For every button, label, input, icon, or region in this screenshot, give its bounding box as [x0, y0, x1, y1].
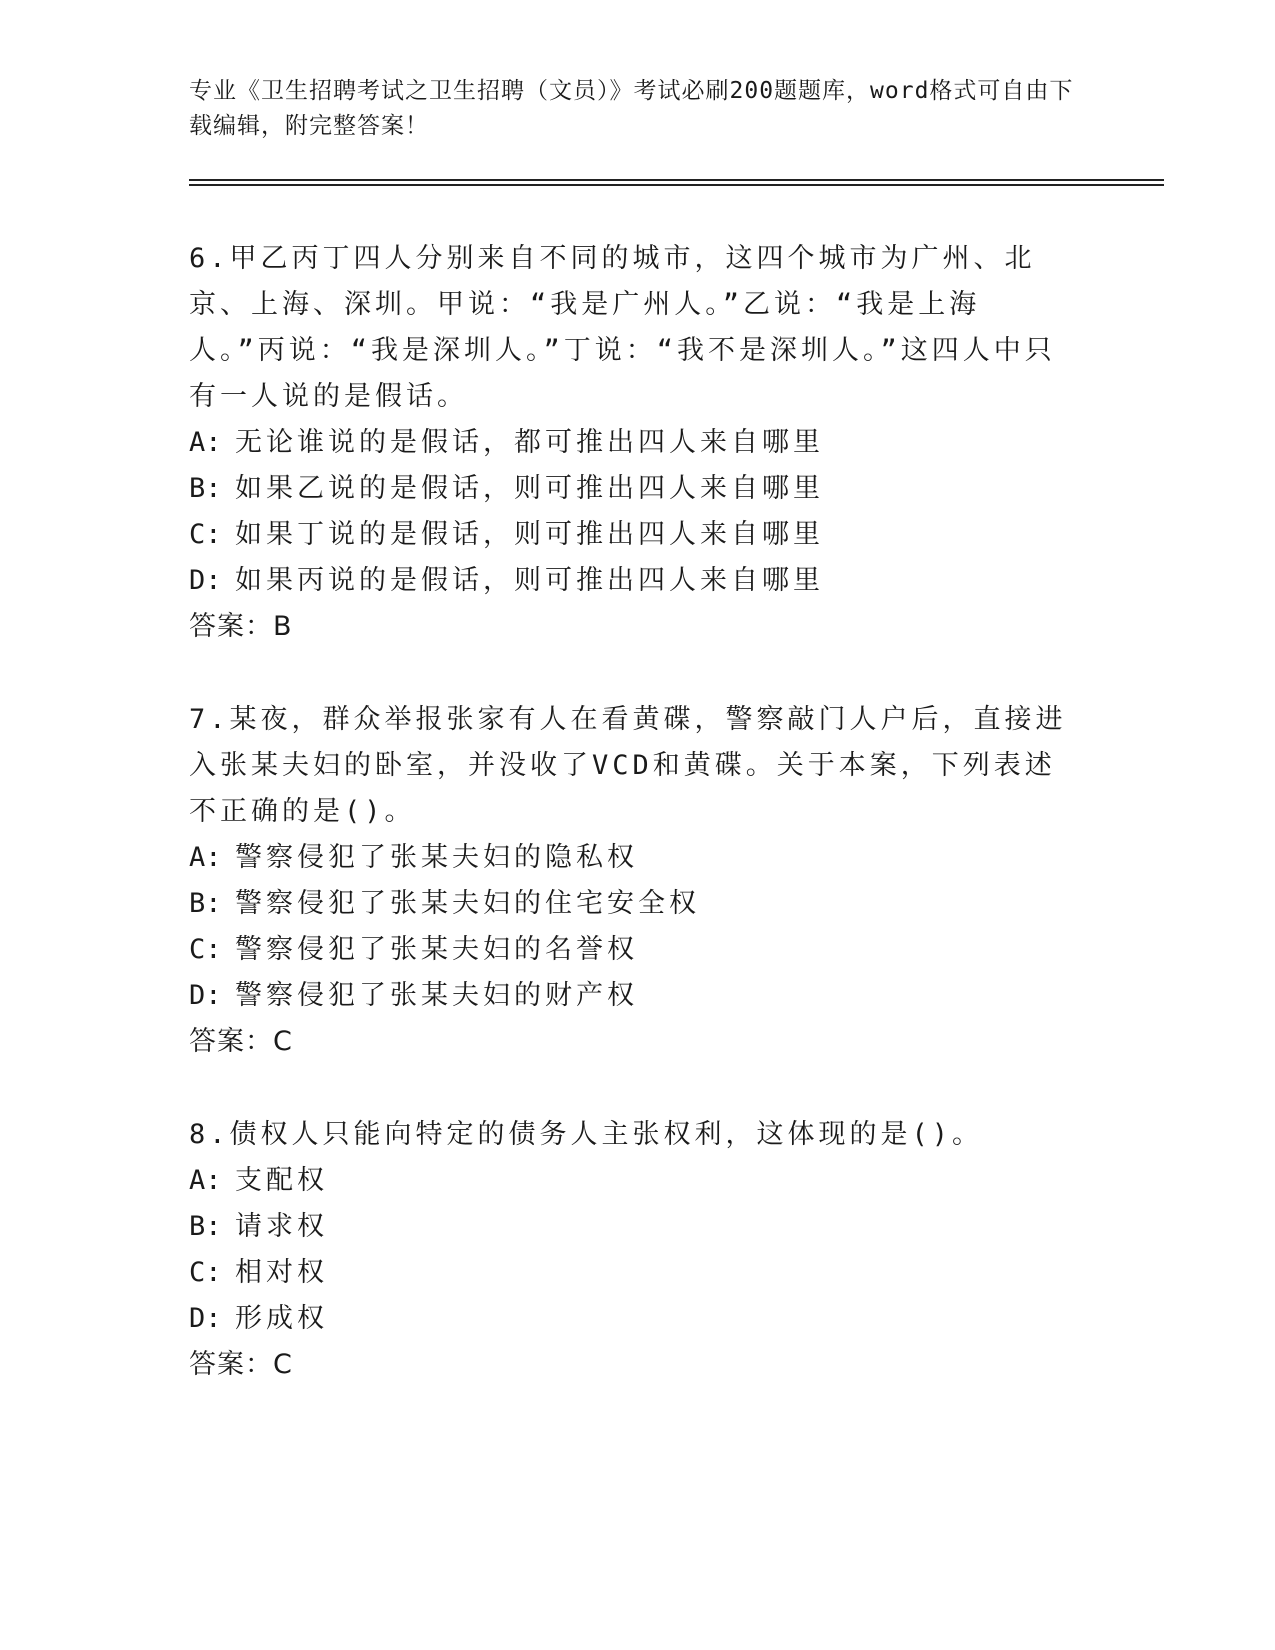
option-text: 警察侵犯了张某夫妇的住宅安全权 [235, 888, 700, 919]
option-b [189, 881, 1069, 927]
answer-line: 答案：C [189, 1026, 293, 1057]
question-stem: 7.某夜，群众举报张家有人在看黄碟，警察敲门人户后，直接进入张某夫妇的卧室，并没收了VCD和黄碟。关于本案，下列表述不正确的是()。 [189, 704, 1067, 827]
header-divider-top [189, 179, 1164, 181]
question-stem: 8.债权人只能向特定的债务人主张权利，这体现的是()。 [189, 1119, 984, 1150]
answer-line: 答案：B [189, 611, 293, 642]
option-b [189, 466, 1069, 512]
option-d [189, 558, 1069, 604]
option-key: D: [189, 565, 222, 596]
option-key: A: [189, 842, 222, 873]
option-key: A: [189, 1165, 222, 1196]
option-key: B: [189, 473, 222, 504]
option-c [189, 927, 1069, 973]
option-c [189, 512, 1069, 558]
option-key: C: [189, 934, 222, 965]
option-text: 如果丙说的是假话，则可推出四人来自哪里 [235, 565, 824, 596]
option-text: 警察侵犯了张某夫妇的隐私权 [235, 842, 638, 873]
option-text: 支配权 [235, 1165, 328, 1196]
document-header: 专业《卫生招聘考试之卫生招聘（文员）》考试必刷200题题库，word格式可自由下载编辑，附完整答案！ [189, 78, 1074, 139]
question-8 [189, 1112, 1069, 1388]
option-text: 无论谁说的是假话，都可推出四人来自哪里 [235, 427, 824, 458]
option-text: 警察侵犯了张某夫妇的名誉权 [235, 934, 638, 965]
option-a [189, 420, 1069, 466]
question-stem: 6.甲乙丙丁四人分别来自不同的城市，这四个城市为广州、北京、上海、深圳。甲说：“我是广州人。”乙说：“我是上海人。”丙说：“我是深圳人。”丁说：“我不是深圳人。”这四人中只有一人说的是假话。 [189, 243, 1056, 412]
option-text: 相对权 [235, 1257, 328, 1288]
option-a [189, 1158, 1069, 1204]
option-text: 警察侵犯了张某夫妇的财产权 [235, 980, 638, 1011]
answer-line: 答案：C [189, 1349, 293, 1380]
option-key: A: [189, 427, 222, 458]
header-divider-bottom [189, 184, 1164, 186]
option-b [189, 1204, 1069, 1250]
question-6 [189, 236, 1069, 650]
option-text: 如果丁说的是假话，则可推出四人来自哪里 [235, 519, 824, 550]
option-text: 形成权 [235, 1303, 328, 1334]
option-key: B: [189, 888, 222, 919]
option-key: C: [189, 519, 222, 550]
option-key: D: [189, 1303, 222, 1334]
option-text: 请求权 [235, 1211, 328, 1242]
option-d [189, 973, 1069, 1019]
option-d [189, 1296, 1069, 1342]
question-7 [189, 697, 1069, 1065]
option-text: 如果乙说的是假话，则可推出四人来自哪里 [235, 473, 824, 504]
option-key: B: [189, 1211, 222, 1242]
option-key: D: [189, 980, 222, 1011]
option-key: C: [189, 1257, 222, 1288]
option-c [189, 1250, 1069, 1296]
option-a [189, 835, 1069, 881]
